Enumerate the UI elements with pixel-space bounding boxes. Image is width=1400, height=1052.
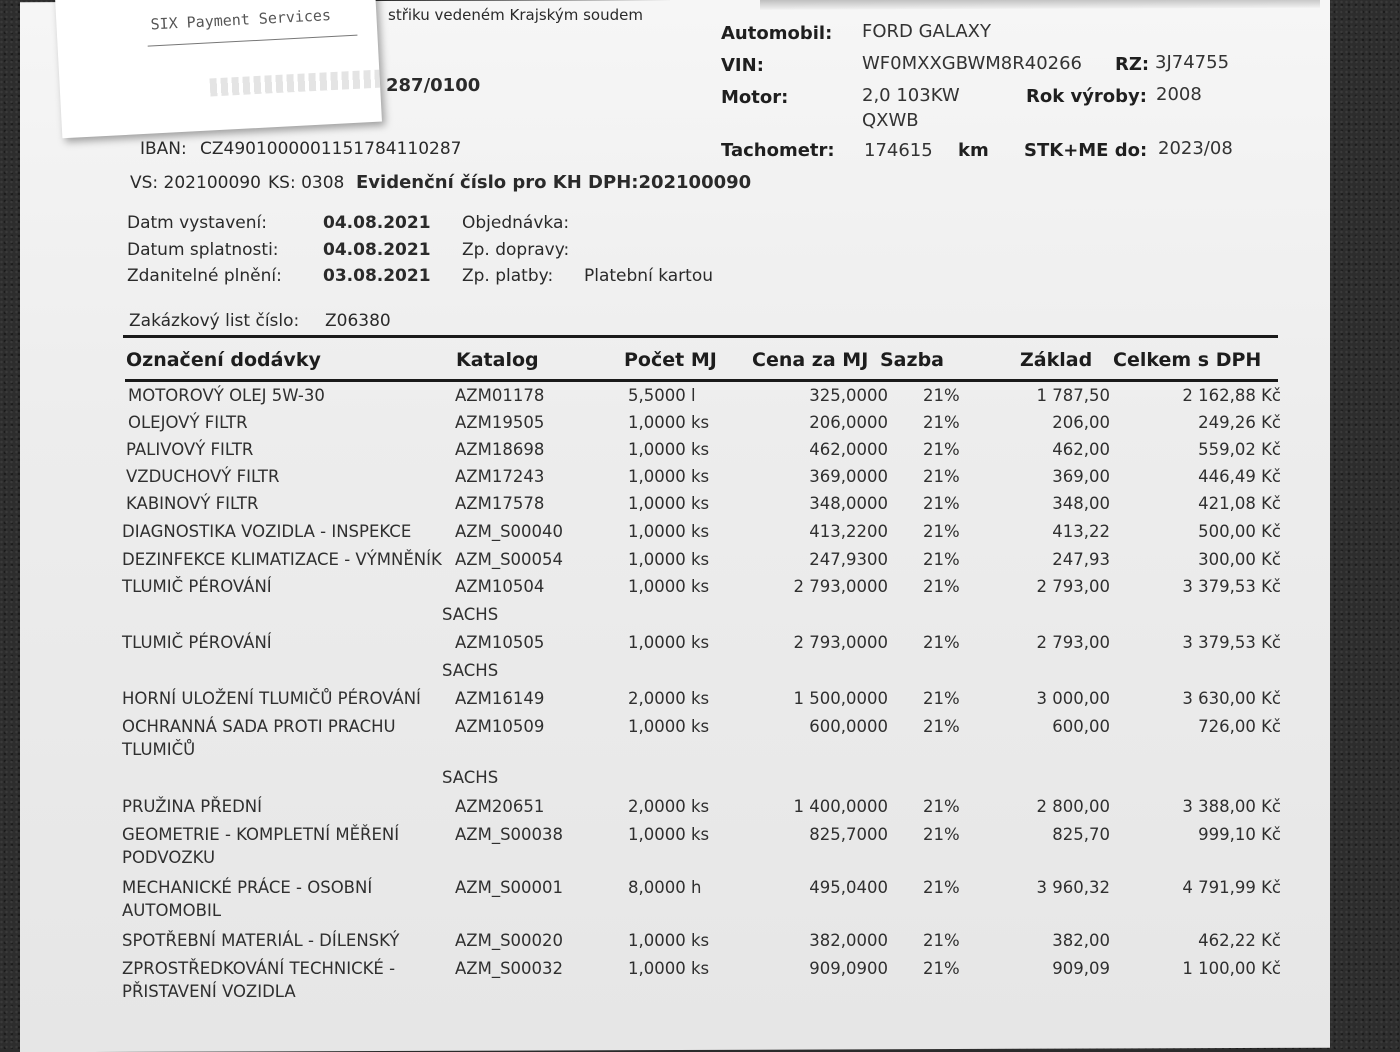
receipt-line	[148, 35, 358, 47]
row-rate: 21%	[923, 440, 960, 459]
row-rate: 21%	[923, 689, 960, 708]
row-name: VZDUCHOVÝ FILTR	[126, 467, 280, 486]
vystaveni-label: Datm vystavení:	[127, 213, 267, 233]
row-base: 909,09	[1052, 959, 1110, 978]
header-rate: Sazba	[880, 349, 944, 371]
row-name-cont: TLUMIČŮ	[122, 740, 196, 759]
row-rate: 21%	[923, 386, 960, 405]
tacho-unit: km	[958, 140, 989, 161]
row-catalog: AZM18698	[455, 440, 545, 459]
header-total: Celkem s DPH	[1113, 349, 1262, 371]
row-catalog: AZM19505	[455, 413, 545, 432]
row-name: OCHRANNÁ SADA PROTI PRACHU	[122, 717, 396, 736]
header-catalog: Katalog	[456, 349, 539, 371]
row-total: 300,00 Kč	[1198, 550, 1281, 569]
row-base: 600,00	[1052, 717, 1110, 736]
evidence-number: Evidenční číslo pro KH DPH:202100090	[356, 172, 752, 193]
row-qty: 1,0000 ks	[628, 577, 710, 596]
account-fragment: 287/0100	[386, 75, 481, 96]
row-rate: 21%	[923, 577, 960, 596]
row-price: 1 400,0000	[793, 797, 888, 816]
vin-value: WF0MXXGBWM8R40266	[862, 53, 1082, 74]
row-name: DIAGNOSTIKA VOZIDLA - INSPEKCE	[122, 522, 412, 541]
row-qty: 1,0000 ks	[628, 440, 710, 459]
row-base: 1 787,50	[1036, 386, 1110, 405]
row-total: 3 630,00 Kč	[1182, 689, 1281, 708]
row-name: OLEJOVÝ FILTR	[128, 413, 248, 432]
row-total: 500,00 Kč	[1198, 522, 1281, 541]
row-catalog: AZM01178	[455, 386, 545, 405]
row-catalog: AZM17578	[455, 494, 545, 513]
row-qty: 2,0000 ks	[628, 797, 710, 816]
row-catalog: AZM_S00038	[455, 825, 564, 844]
row-price: 462,0000	[809, 440, 888, 459]
row-rate: 21%	[923, 413, 960, 432]
row-rate: 21%	[923, 959, 960, 978]
row-price: 495,0400	[809, 878, 888, 897]
row-name: SPOTŘEBNÍ MATERIÁL - DÍLENSKÝ	[122, 931, 400, 950]
stk-value: 2023/08	[1158, 138, 1233, 159]
row-price: 825,7000	[809, 825, 888, 844]
row-price: 600,0000	[809, 717, 888, 736]
motor-value-1: 2,0 103KW	[862, 85, 960, 106]
stk-label: STK+ME do:	[1024, 140, 1148, 161]
top-fold-shadow	[760, 0, 1320, 10]
vystaveni-value: 04.08.2021	[323, 213, 431, 233]
row-base: 382,00	[1052, 931, 1110, 950]
row-catalog: AZM_S00020	[455, 931, 564, 950]
row-qty: 1,0000 ks	[628, 959, 710, 978]
table-header-rule	[125, 379, 1278, 382]
row-name: MOTOROVÝ OLEJ 5W-30	[128, 386, 325, 405]
vin-label: VIN:	[721, 55, 764, 76]
payment-receipt	[54, 0, 382, 138]
row-qty: 1,0000 ks	[628, 494, 710, 513]
row-price: 2 793,0000	[793, 633, 888, 652]
row-qty: 5,5000 l	[628, 386, 696, 405]
row-catalog: AZM_S00054	[455, 550, 564, 569]
row-name: ZPROSTŘEDKOVÁNÍ TECHNICKÉ -	[122, 959, 396, 978]
row-total: 3 379,53 Kč	[1182, 633, 1281, 652]
ks-value: KS: 0308	[268, 173, 345, 193]
rok-value: 2008	[1156, 84, 1202, 105]
row-rate: 21%	[923, 467, 960, 486]
motor-value-2: QXWB	[862, 110, 919, 131]
rz-label: RZ:	[1115, 54, 1150, 75]
row-price: 206,0000	[809, 413, 888, 432]
row-rate: 21%	[923, 522, 960, 541]
row-name: HORNÍ ULOŽENÍ TLUMIČŮ PÉROVÁNÍ	[122, 689, 421, 708]
row-base: 206,00	[1052, 413, 1110, 432]
row-base: 413,22	[1052, 522, 1110, 541]
row-rate: 21%	[923, 825, 960, 844]
plneni-value: 03.08.2021	[323, 266, 431, 286]
row-rate: 21%	[923, 550, 960, 569]
plneni-label: Zdanitelné plnění:	[127, 266, 282, 286]
row-catalog: AZM_S00001	[455, 878, 564, 897]
header-name: Označení dodávky	[126, 349, 321, 371]
row-catalog: AZM10505	[455, 633, 545, 652]
platba-value: Platební kartou	[584, 266, 714, 286]
vs-value: VS: 202100090	[130, 173, 261, 193]
row-base: 2 793,00	[1036, 633, 1110, 652]
automobil-label: Automobil:	[721, 23, 833, 44]
tacho-label: Tachometr:	[721, 140, 835, 161]
row-total: 421,08 Kč	[1198, 494, 1281, 513]
row-total: 1 100,00 Kč	[1182, 959, 1281, 978]
header-qty: Počet MJ	[624, 349, 717, 371]
row-name: PRUŽINA PŘEDNÍ	[122, 797, 263, 816]
row-name: MECHANICKÉ PRÁCE - OSOBNÍ	[122, 878, 373, 897]
receipt-brand: SIX Payment Services	[150, 6, 332, 34]
platba-label: Zp. platby:	[462, 266, 554, 286]
row-name-cont: PODVOZKU	[122, 848, 216, 867]
row-name-cont: PŘISTAVENÍ VOZIDLA	[122, 982, 296, 1001]
splatnosti-label: Datum splatnosti:	[127, 240, 279, 260]
row-total: 3 388,00 Kč	[1182, 797, 1281, 816]
row-qty: 8,0000 h	[628, 878, 702, 897]
row-qty: 1,0000 ks	[628, 931, 710, 950]
row-name: PALIVOVÝ FILTR	[126, 440, 254, 459]
rz-value: 3J74755	[1155, 52, 1230, 73]
row-name: TLUMIČ PÉROVÁNÍ	[122, 633, 272, 652]
order-label: Zakázkový list číslo:	[129, 311, 300, 331]
row-catalog: AZM20651	[455, 797, 545, 816]
row-name: GEOMETRIE - KOMPLETNÍ MĚŘENÍ	[122, 825, 400, 844]
row-qty: 1,0000 ks	[628, 467, 710, 486]
motor-label: Motor:	[721, 87, 789, 108]
order-number: Z06380	[325, 311, 391, 331]
row-total: 559,02 Kč	[1198, 440, 1281, 459]
row-qty: 1,0000 ks	[628, 633, 710, 652]
row-total: 249,26 Kč	[1198, 413, 1281, 432]
row-total: 462,22 Kč	[1198, 931, 1281, 950]
row-qty: 1,0000 ks	[628, 522, 710, 541]
row-price: 413,2200	[809, 522, 888, 541]
row-rate: 21%	[923, 717, 960, 736]
row-catalog: AZM_S00040	[455, 522, 564, 541]
row-total: 4 791,99 Kč	[1182, 878, 1281, 897]
row-name: TLUMIČ PÉROVÁNÍ	[122, 577, 272, 596]
row-base: 2 800,00	[1036, 797, 1110, 816]
splatnosti-value: 04.08.2021	[323, 240, 431, 260]
row-total: 446,49 Kč	[1198, 467, 1281, 486]
objednavka-label: Objednávka:	[462, 213, 570, 233]
row-total: 726,00 Kč	[1198, 717, 1281, 736]
register-fragment: střiku vedeném Krajským soudem	[388, 6, 643, 24]
row-qty: 1,0000 ks	[628, 413, 710, 432]
iban-value: CZ4901000001151784110287	[200, 139, 462, 159]
row-total: 2 162,88 Kč	[1182, 386, 1281, 405]
row-base: 3 000,00	[1036, 689, 1110, 708]
row-name-cont: AUTOMOBIL	[122, 901, 222, 920]
row-base: 3 960,32	[1036, 878, 1110, 897]
row-base: 369,00	[1052, 467, 1110, 486]
row-price: 1 500,0000	[793, 689, 888, 708]
row-rate: 21%	[923, 797, 960, 816]
row-rate: 21%	[923, 878, 960, 897]
table-top-rule	[123, 335, 1278, 338]
row-catalog: AZM17243	[455, 467, 545, 486]
row-base: 247,93	[1052, 550, 1110, 569]
row-base: 825,70	[1052, 825, 1110, 844]
row-rate: 21%	[923, 494, 960, 513]
row-qty: 2,0000 ks	[628, 689, 710, 708]
row-catalog: AZM10504	[455, 577, 545, 596]
rok-label: Rok výroby:	[1026, 86, 1147, 107]
tacho-value: 174615	[864, 140, 933, 161]
row-name: KABINOVÝ FILTR	[126, 494, 259, 513]
row-manufacturer: SACHS	[442, 605, 499, 624]
row-price: 325,0000	[809, 386, 888, 405]
row-name: DEZINFEKCE KLIMATIZACE - VÝMNĚNÍK	[122, 550, 442, 569]
row-catalog: AZM16149	[455, 689, 545, 708]
header-base: Základ	[1020, 349, 1093, 371]
row-price: 382,0000	[809, 931, 888, 950]
row-price: 369,0000	[809, 467, 888, 486]
row-catalog: AZM_S00032	[455, 959, 564, 978]
header-price: Cena za MJ	[752, 349, 869, 371]
row-catalog: AZM10509	[455, 717, 545, 736]
row-qty: 1,0000 ks	[628, 825, 710, 844]
row-rate: 21%	[923, 931, 960, 950]
row-total: 999,10 Kč	[1198, 825, 1281, 844]
row-qty: 1,0000 ks	[628, 717, 710, 736]
row-qty: 1,0000 ks	[628, 550, 710, 569]
row-base: 348,00	[1052, 494, 1110, 513]
row-manufacturer: SACHS	[442, 661, 499, 680]
iban-label: IBAN:	[140, 139, 187, 159]
doprava-label: Zp. dopravy:	[462, 240, 570, 260]
row-rate: 21%	[923, 633, 960, 652]
row-price: 247,9300	[809, 550, 888, 569]
row-price: 348,0000	[809, 494, 888, 513]
row-base: 462,00	[1052, 440, 1110, 459]
row-price: 909,0900	[809, 959, 888, 978]
row-price: 2 793,0000	[793, 577, 888, 596]
row-total: 3 379,53 Kč	[1182, 577, 1281, 596]
automobil-value: FORD GALAXY	[862, 21, 991, 42]
row-manufacturer: SACHS	[442, 768, 499, 787]
receipt-faded-text	[209, 70, 380, 97]
row-base: 2 793,00	[1036, 577, 1110, 596]
